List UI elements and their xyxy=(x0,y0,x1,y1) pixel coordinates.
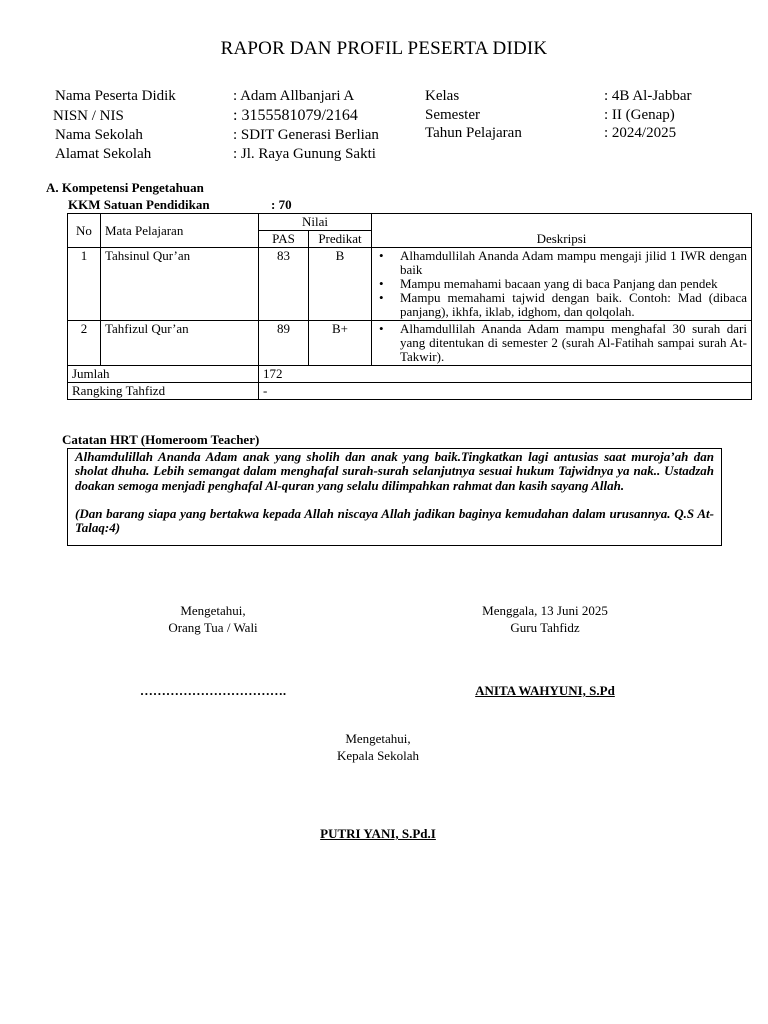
description-item: • Alhamdullilah Ananda Adam mampu mengaji jilid 1 IWR dengan baik xyxy=(400,249,747,277)
section-heading: A. Kompetensi Pengetahuan xyxy=(46,180,204,195)
principal-signature-block xyxy=(278,730,478,764)
kkm-value: : 70 xyxy=(271,197,292,212)
info-label-class: Kelas xyxy=(425,88,460,104)
hrt-label: Catatan HRT (Homeroom Teacher) xyxy=(62,432,260,447)
header-nilai: Nilai xyxy=(259,214,372,231)
info-label-nisn: NISN / NIS xyxy=(53,108,124,124)
row-pas: 89 xyxy=(259,321,309,366)
header-deskripsi: Deskripsi xyxy=(372,214,752,248)
info-label-year: Tahun Pelajaran xyxy=(425,125,522,141)
teacher-line2: Guru Tahfidz xyxy=(510,620,580,635)
description-item: • Mampu memahami tajwid dengan baik. Contoh: Mad (dibaca panjang), ikhfa, iklab, idghom, dan qolqolah. xyxy=(400,291,747,319)
table-row xyxy=(68,248,752,321)
info-value-semester: : II (Genap) xyxy=(604,107,675,123)
header-no: No xyxy=(68,214,101,248)
table-row xyxy=(68,321,752,366)
teacher-signature-block xyxy=(445,602,645,636)
jumlah-row xyxy=(68,366,752,383)
teacher-signature-name: ANITA WAHYUNI, S.Pd xyxy=(475,683,615,698)
info-value-year: : 2024/2025 xyxy=(604,125,677,141)
principal-signature-name: PUTRI YANI, S.Pd.I xyxy=(320,826,436,841)
info-value-address: : Jl. Raya Gunung Sakti xyxy=(233,146,376,162)
principal-line1: Mengetahui, xyxy=(345,731,411,746)
jumlah-label: Jumlah xyxy=(68,366,259,383)
row-description xyxy=(372,321,752,366)
description-item: • Alhamdullilah Ananda Adam mampu menghafal 30 surah dari yang ditentukan di semester 2 (surah Al-Fatihah sampai surah At-Takwir). xyxy=(400,322,747,364)
report-title: RAPOR DAN PROFIL PESERTA DIDIK xyxy=(220,38,548,59)
hrt-note: Alhamdulillah Ananda Adam anak yang sholih dan anak yang baik.Tingkatkan lagi antusias saat muroja’ah dan sholat dhuha. Lebih semangat dalam menghafal surah-surah selanjutnya sesuai hukum Tajwidnya ya nak.. Ustadzah doakan semoga menjadi penghafal Al-quran yang selalu dilimpahkan rahmat dan kasih sayang Allah. xyxy=(75,449,714,493)
row-pas: 83 xyxy=(259,248,309,321)
header-pas: PAS xyxy=(259,231,309,248)
info-label-name: Nama Peserta Didik xyxy=(55,88,176,104)
info-value-class: : 4B Al-Jabbar xyxy=(604,88,692,104)
info-label-school: Nama Sekolah xyxy=(55,127,143,143)
hrt-verse: (Dan barang siapa yang bertakwa kepada Allah niscaya Allah jadikan baginya kemudahan dalam urusannya. Q.S At-Talaq:4) xyxy=(75,505,714,536)
row-no: 2 xyxy=(68,321,101,366)
parent-line1: Mengetahui, xyxy=(180,603,246,618)
info-value-nisn: : 3155581079/2164 xyxy=(233,107,358,124)
info-label-semester: Semester xyxy=(425,107,480,123)
row-predikat: B xyxy=(309,248,372,321)
row-description xyxy=(372,248,752,321)
parent-line2: Orang Tua / Wali xyxy=(168,620,258,635)
hrt-note-box xyxy=(67,448,722,546)
row-subject: Tahfizul Qur’an xyxy=(101,321,259,366)
teacher-line1: Menggala, 13 Juni 2025 xyxy=(482,603,608,618)
grades-table xyxy=(67,213,752,400)
row-predikat: B+ xyxy=(309,321,372,366)
kkm-label: KKM Satuan Pendidikan xyxy=(68,197,210,212)
jumlah-value: 172 xyxy=(259,366,752,383)
parent-signature-block xyxy=(113,602,313,636)
info-label-address: Alamat Sekolah xyxy=(55,146,152,162)
info-value-name: : Adam Allbanjari A xyxy=(233,88,355,104)
header-subject: Mata Pelajaran xyxy=(101,214,259,248)
rangking-label: Rangking Tahfizd xyxy=(68,383,259,400)
parent-signature-name: ……………………………. xyxy=(139,683,287,698)
info-value-school: : SDIT Generasi Berlian xyxy=(233,127,379,143)
row-no: 1 xyxy=(68,248,101,321)
description-item: • Mampu memahami bacaan yang di baca Panjang dan pendek xyxy=(400,277,747,291)
table-header-row xyxy=(68,214,752,231)
header-predikat: Predikat xyxy=(309,231,372,248)
principal-line2: Kepala Sekolah xyxy=(337,748,419,763)
rangking-row xyxy=(68,383,752,400)
row-subject: Tahsinul Qur’an xyxy=(101,248,259,321)
rangking-value: - xyxy=(259,383,752,400)
